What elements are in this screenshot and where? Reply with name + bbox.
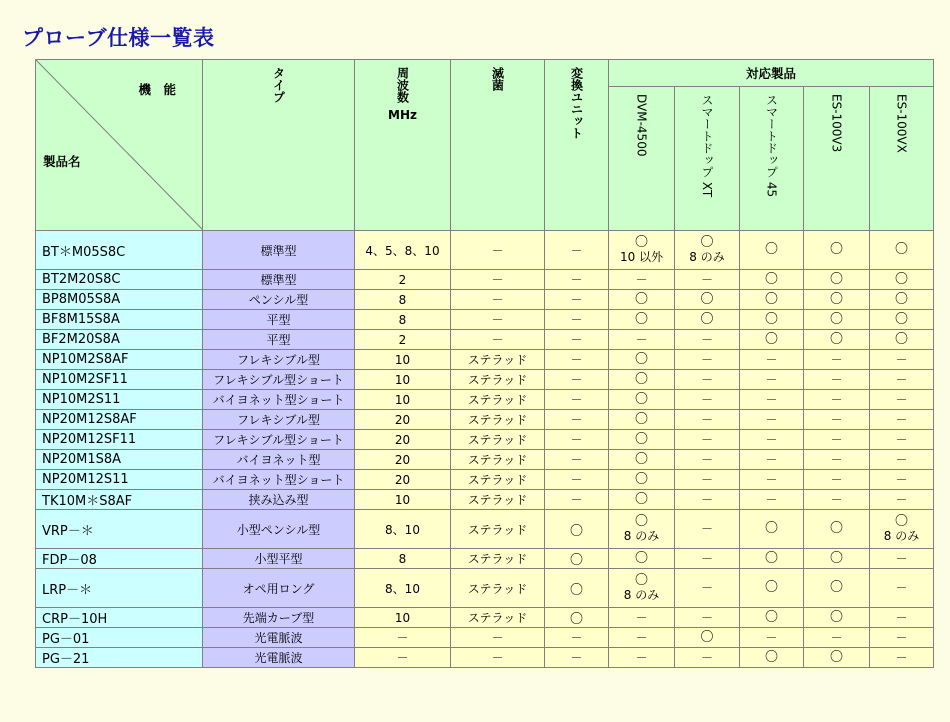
support-cell: － bbox=[609, 330, 675, 350]
header-frequency bbox=[355, 60, 451, 231]
sterilization-cell: ステラッド bbox=[451, 370, 545, 390]
support-cell: － bbox=[675, 510, 740, 549]
table-row bbox=[36, 410, 934, 430]
frequency-cell: 4、5、8、10 bbox=[355, 231, 451, 270]
support-note: 10 以外 bbox=[619, 250, 664, 264]
support-mark: 〇 bbox=[634, 235, 648, 250]
sterilization-cell: － bbox=[451, 330, 545, 350]
support-cell: 〇 bbox=[609, 450, 675, 470]
support-cell: － bbox=[675, 270, 740, 290]
table-row bbox=[36, 490, 934, 510]
table-row bbox=[36, 310, 934, 330]
product-name-cell: BT＊M05S8C bbox=[36, 231, 203, 270]
support-cell: － bbox=[609, 648, 675, 668]
support-cell: 〇 bbox=[609, 490, 675, 510]
support-cell: － bbox=[740, 430, 804, 450]
support-cell: 〇 bbox=[675, 290, 740, 310]
support-cell: － bbox=[740, 370, 804, 390]
support-cell: 〇 bbox=[804, 648, 870, 668]
support-cell: － bbox=[870, 390, 934, 410]
table-row bbox=[36, 628, 934, 648]
table-row bbox=[36, 370, 934, 390]
header-frequency-label: 周波数 bbox=[395, 67, 410, 103]
adapter-unit-cell: － bbox=[545, 270, 609, 290]
support-cell: 〇 bbox=[870, 330, 934, 350]
support-cell: － bbox=[740, 450, 804, 470]
support-cell: － bbox=[740, 390, 804, 410]
sterilization-cell: ステラッド bbox=[451, 569, 545, 608]
frequency-cell: － bbox=[355, 628, 451, 648]
support-cell: 〇 bbox=[804, 608, 870, 628]
frequency-cell: 20 bbox=[355, 450, 451, 470]
frequency-cell: 10 bbox=[355, 350, 451, 370]
type-cell: ペンシル型 bbox=[203, 290, 355, 310]
support-note: 8 のみ bbox=[883, 529, 920, 543]
header-corner bbox=[36, 60, 203, 231]
support-cell bbox=[609, 569, 675, 608]
header-device-label: スマートドップ XT bbox=[700, 94, 714, 198]
corner-diagonal bbox=[36, 60, 203, 230]
support-cell: 〇 bbox=[609, 290, 675, 310]
support-cell: 〇 bbox=[804, 231, 870, 270]
sterilization-cell: － bbox=[451, 310, 545, 330]
support-cell: 〇 bbox=[675, 628, 740, 648]
adapter-unit-cell: － bbox=[545, 350, 609, 370]
sterilization-cell: ステラッド bbox=[451, 470, 545, 490]
support-cell: － bbox=[675, 569, 740, 608]
frequency-cell: 10 bbox=[355, 608, 451, 628]
product-name-cell: NP20M1S8A bbox=[36, 450, 203, 470]
table-row bbox=[36, 608, 934, 628]
support-cell: － bbox=[740, 350, 804, 370]
type-cell: フレキシブル型ショート bbox=[203, 370, 355, 390]
support-cell: － bbox=[740, 490, 804, 510]
support-cell: － bbox=[675, 430, 740, 450]
support-note: 8 のみ bbox=[623, 588, 660, 602]
support-cell: － bbox=[870, 569, 934, 608]
header-device-label: スマートドップ 45 bbox=[764, 94, 779, 198]
support-cell: － bbox=[675, 549, 740, 569]
type-cell: バイヨネット型ショート bbox=[203, 390, 355, 410]
support-cell: 〇 bbox=[870, 290, 934, 310]
sterilization-cell: ステラッド bbox=[451, 390, 545, 410]
support-cell bbox=[870, 510, 934, 549]
support-cell: 〇 bbox=[870, 270, 934, 290]
sterilization-cell: ステラッド bbox=[451, 450, 545, 470]
type-cell: 標準型 bbox=[203, 270, 355, 290]
product-name-cell: NP20M12S11 bbox=[36, 470, 203, 490]
support-cell: － bbox=[675, 330, 740, 350]
support-cell: 〇 bbox=[804, 549, 870, 569]
header-adapter-unit bbox=[545, 60, 609, 231]
support-cell: － bbox=[870, 350, 934, 370]
type-cell: 小型ペンシル型 bbox=[203, 510, 355, 549]
support-cell: 〇 bbox=[740, 608, 804, 628]
support-cell: － bbox=[740, 628, 804, 648]
support-cell: 〇 bbox=[804, 270, 870, 290]
support-cell: 〇 bbox=[740, 569, 804, 608]
header-device bbox=[870, 87, 934, 231]
table-row bbox=[36, 270, 934, 290]
adapter-unit-cell: 〇 bbox=[545, 510, 609, 549]
support-cell: － bbox=[870, 430, 934, 450]
product-name-cell: TK10M＊S8AF bbox=[36, 490, 203, 510]
frequency-cell: 10 bbox=[355, 370, 451, 390]
header-type bbox=[203, 60, 355, 231]
adapter-unit-cell: 〇 bbox=[545, 608, 609, 628]
support-cell: － bbox=[675, 450, 740, 470]
support-cell: － bbox=[870, 628, 934, 648]
header-sterilization bbox=[451, 60, 545, 231]
frequency-cell: － bbox=[355, 648, 451, 668]
table-row bbox=[36, 330, 934, 350]
sterilization-cell: ステラッド bbox=[451, 549, 545, 569]
frequency-cell: 2 bbox=[355, 330, 451, 350]
page-title: プローブ仕様一覧表 bbox=[22, 26, 215, 50]
table-row bbox=[36, 231, 934, 270]
frequency-cell: 8 bbox=[355, 310, 451, 330]
adapter-unit-cell: － bbox=[545, 310, 609, 330]
header-device bbox=[675, 87, 740, 231]
support-cell bbox=[609, 231, 675, 270]
frequency-cell: 20 bbox=[355, 410, 451, 430]
table-row bbox=[36, 470, 934, 490]
header-device bbox=[804, 87, 870, 231]
table-row bbox=[36, 430, 934, 450]
support-cell: － bbox=[675, 370, 740, 390]
support-cell: 〇 bbox=[609, 410, 675, 430]
support-cell: 〇 bbox=[740, 231, 804, 270]
frequency-cell: 2 bbox=[355, 270, 451, 290]
type-cell: バイヨネット型 bbox=[203, 450, 355, 470]
adapter-unit-cell: － bbox=[545, 628, 609, 648]
support-cell: － bbox=[675, 350, 740, 370]
product-name-cell: NP20M12S8AF bbox=[36, 410, 203, 430]
header-frequency-unit: MHz bbox=[388, 108, 417, 122]
support-cell: － bbox=[804, 470, 870, 490]
header-type-label: タイプ bbox=[271, 67, 286, 103]
type-cell: 挟み込み型 bbox=[203, 490, 355, 510]
adapter-unit-cell: － bbox=[545, 330, 609, 350]
support-cell: － bbox=[609, 628, 675, 648]
support-cell: 〇 bbox=[740, 648, 804, 668]
support-cell: － bbox=[675, 608, 740, 628]
support-cell: 〇 bbox=[870, 231, 934, 270]
adapter-unit-cell: － bbox=[545, 430, 609, 450]
support-mark: 〇 bbox=[634, 573, 648, 588]
support-cell: － bbox=[609, 608, 675, 628]
product-name-cell: BT2M20S8C bbox=[36, 270, 203, 290]
support-note: 8 のみ bbox=[623, 529, 660, 543]
support-cell: － bbox=[675, 470, 740, 490]
type-cell: フレキシブル型 bbox=[203, 350, 355, 370]
support-cell: 〇 bbox=[609, 390, 675, 410]
product-name-cell: BF8M15S8A bbox=[36, 310, 203, 330]
support-cell bbox=[675, 231, 740, 270]
support-mark: 〇 bbox=[894, 514, 908, 529]
support-cell: － bbox=[675, 410, 740, 430]
header-device-label: ES-100VX bbox=[894, 94, 909, 153]
frequency-cell: 8、10 bbox=[355, 569, 451, 608]
support-cell: － bbox=[804, 410, 870, 430]
sterilization-cell: ステラッド bbox=[451, 608, 545, 628]
sterilization-cell: － bbox=[451, 628, 545, 648]
adapter-unit-cell: 〇 bbox=[545, 569, 609, 608]
adapter-unit-cell: － bbox=[545, 648, 609, 668]
support-cell bbox=[609, 510, 675, 549]
product-name-cell: NP10M2S11 bbox=[36, 390, 203, 410]
type-cell: バイヨネット型ショート bbox=[203, 470, 355, 490]
type-cell: 先端カーブ型 bbox=[203, 608, 355, 628]
sterilization-cell: － bbox=[451, 648, 545, 668]
support-cell: － bbox=[675, 648, 740, 668]
product-name-cell: BF2M20S8A bbox=[36, 330, 203, 350]
header-product-name: 製品名 bbox=[43, 154, 81, 169]
adapter-unit-cell: － bbox=[545, 470, 609, 490]
support-cell: 〇 bbox=[609, 549, 675, 569]
support-cell: － bbox=[804, 390, 870, 410]
support-cell: 〇 bbox=[609, 470, 675, 490]
table-row bbox=[36, 648, 934, 668]
type-cell: 光電脈波 bbox=[203, 628, 355, 648]
support-cell: － bbox=[740, 470, 804, 490]
support-cell: － bbox=[870, 470, 934, 490]
frequency-cell: 8、10 bbox=[355, 510, 451, 549]
product-name-cell: NP10M2S8AF bbox=[36, 350, 203, 370]
adapter-unit-cell: － bbox=[545, 390, 609, 410]
sterilization-cell: ステラッド bbox=[451, 490, 545, 510]
support-cell: 〇 bbox=[675, 310, 740, 330]
frequency-cell: 20 bbox=[355, 430, 451, 450]
support-cell: － bbox=[740, 410, 804, 430]
table-row bbox=[36, 569, 934, 608]
type-cell: フレキシブル型 bbox=[203, 410, 355, 430]
product-name-cell: LRP－＊ bbox=[36, 569, 203, 608]
type-cell: オペ用ロング bbox=[203, 569, 355, 608]
type-cell: フレキシブル型ショート bbox=[203, 430, 355, 450]
sterilization-cell: ステラッド bbox=[451, 510, 545, 549]
product-name-cell: CRP－10H bbox=[36, 608, 203, 628]
support-cell: 〇 bbox=[804, 330, 870, 350]
support-cell: 〇 bbox=[804, 310, 870, 330]
sterilization-cell: ステラッド bbox=[451, 350, 545, 370]
support-cell: 〇 bbox=[740, 549, 804, 569]
support-cell: － bbox=[870, 608, 934, 628]
support-cell: 〇 bbox=[804, 569, 870, 608]
support-cell: 〇 bbox=[609, 370, 675, 390]
table-row bbox=[36, 350, 934, 370]
support-cell: － bbox=[870, 490, 934, 510]
support-cell: 〇 bbox=[609, 310, 675, 330]
support-cell: － bbox=[675, 390, 740, 410]
support-cell: － bbox=[804, 370, 870, 390]
support-cell: － bbox=[609, 270, 675, 290]
adapter-unit-cell: － bbox=[545, 410, 609, 430]
adapter-unit-cell: 〇 bbox=[545, 549, 609, 569]
product-name-cell: VRP－＊ bbox=[36, 510, 203, 549]
product-name-cell: NP10M2SF11 bbox=[36, 370, 203, 390]
support-mark: 〇 bbox=[634, 514, 648, 529]
support-cell: 〇 bbox=[740, 270, 804, 290]
support-cell: － bbox=[870, 648, 934, 668]
type-cell: 光電脈波 bbox=[203, 648, 355, 668]
sterilization-cell: ステラッド bbox=[451, 430, 545, 450]
probe-spec-table bbox=[35, 59, 934, 668]
product-name-cell: NP20M12SF11 bbox=[36, 430, 203, 450]
support-cell: 〇 bbox=[740, 310, 804, 330]
support-cell: 〇 bbox=[804, 290, 870, 310]
product-name-cell: PG－21 bbox=[36, 648, 203, 668]
support-cell: 〇 bbox=[609, 430, 675, 450]
header-device bbox=[740, 87, 804, 231]
support-cell: － bbox=[870, 370, 934, 390]
frequency-cell: 8 bbox=[355, 549, 451, 569]
table-row bbox=[36, 390, 934, 410]
sterilization-cell: － bbox=[451, 270, 545, 290]
support-mark: 〇 bbox=[700, 235, 714, 250]
adapter-unit-cell: － bbox=[545, 231, 609, 270]
table-row bbox=[36, 549, 934, 569]
type-cell: 標準型 bbox=[203, 231, 355, 270]
support-cell: － bbox=[804, 490, 870, 510]
support-cell: 〇 bbox=[609, 350, 675, 370]
support-cell: － bbox=[870, 549, 934, 569]
support-cell: 〇 bbox=[870, 310, 934, 330]
support-cell: － bbox=[675, 490, 740, 510]
header-sterilization-label: 滅菌 bbox=[490, 67, 505, 91]
support-cell: － bbox=[804, 628, 870, 648]
support-cell: 〇 bbox=[804, 510, 870, 549]
header-device-label: DVM-4500 bbox=[634, 94, 649, 157]
header-device-label: ES-100V3 bbox=[829, 94, 844, 153]
support-cell: － bbox=[870, 450, 934, 470]
header-supported-products: 対応製品 bbox=[609, 60, 934, 87]
support-note: 8 のみ bbox=[689, 250, 725, 264]
support-cell: 〇 bbox=[740, 330, 804, 350]
table-row bbox=[36, 290, 934, 310]
adapter-unit-cell: － bbox=[545, 450, 609, 470]
product-name-cell: PG－01 bbox=[36, 628, 203, 648]
frequency-cell: 10 bbox=[355, 490, 451, 510]
support-cell: － bbox=[870, 410, 934, 430]
adapter-unit-cell: － bbox=[545, 490, 609, 510]
type-cell: 小型平型 bbox=[203, 549, 355, 569]
product-name-cell: BP8M05S8A bbox=[36, 290, 203, 310]
table-row bbox=[36, 450, 934, 470]
type-cell: 平型 bbox=[203, 330, 355, 350]
frequency-cell: 8 bbox=[355, 290, 451, 310]
support-cell: － bbox=[804, 430, 870, 450]
product-name-cell: FDP－08 bbox=[36, 549, 203, 569]
sterilization-cell: － bbox=[451, 290, 545, 310]
sterilization-cell: ステラッド bbox=[451, 410, 545, 430]
adapter-unit-cell: － bbox=[545, 290, 609, 310]
header-device bbox=[609, 87, 675, 231]
type-cell: 平型 bbox=[203, 310, 355, 330]
support-cell: 〇 bbox=[740, 510, 804, 549]
support-cell: － bbox=[804, 350, 870, 370]
sterilization-cell: － bbox=[451, 231, 545, 270]
header-function: 機 能 bbox=[138, 82, 176, 97]
support-cell: － bbox=[804, 450, 870, 470]
adapter-unit-cell: － bbox=[545, 370, 609, 390]
frequency-cell: 10 bbox=[355, 390, 451, 410]
header-adapter-unit-label: 変換ユニット bbox=[569, 67, 584, 139]
support-cell: 〇 bbox=[740, 290, 804, 310]
table-row bbox=[36, 510, 934, 549]
frequency-cell: 20 bbox=[355, 470, 451, 490]
